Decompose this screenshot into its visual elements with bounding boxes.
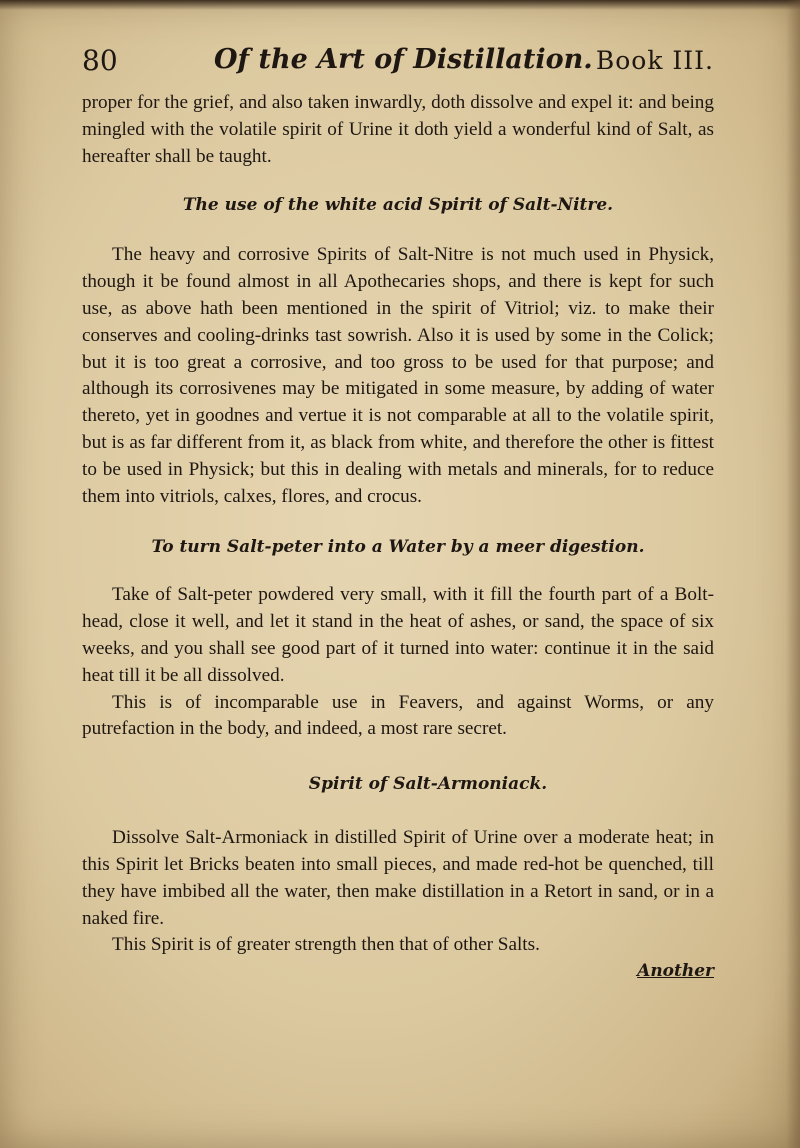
paragraph-salt-armoniack: Dissolve Salt-Armoniack in distilled Spirit of Urine over a moderate heat; in this Spirit let Bricks beaten into small pieces, and made red-hot be quenched, till they have imbibed all the water, then make distillation in a Retort in sand, or in a naked fire. (82, 827, 714, 929)
catchword: Another (637, 961, 714, 982)
catchword-line (82, 959, 714, 989)
paragraph-salt-peter: Take of Salt-peter powdered very small, with it fill the fourth part of a Bolt-head, close it well, and let it stand in the heat of ashes, or sand, the space of six weeks, and you shall see good part of it turned into water: continue it in the said heat till it be all dissolved. (82, 584, 714, 686)
paragraph-strength: This Spirit is of greater strength then that of other Salts. (112, 934, 540, 956)
page-top-shadow (0, 0, 800, 10)
section-heading-salt-nitre: The use of the white acid Spirit of Salt-Nitre. (182, 195, 614, 216)
running-title: Of the Art of Distillation. (214, 44, 593, 75)
page-content (82, 42, 714, 989)
section-heading-salt-armoniack: Spirit of Salt-Armoniack. (308, 774, 548, 795)
page-number: 80 (82, 44, 118, 77)
section-heading-salt-peter: To turn Salt-peter into a Water by a meer digestion. (151, 537, 645, 558)
running-header (82, 42, 714, 86)
paragraph-salt-nitre: The heavy and corrosive Spirits of Salt-Nitre is not much used in Physick, though it be found almost in all Apothecaries shops, and there is kept for such use, as above hath been mentioned in the spirit of Vitriol; viz. to make their conserves and cooling-drinks tast sowrish. Also it is used by some in the Colick; but it is too great a corrosive, and too gross to be used for that purpose; and although its corrosivenes may be mitigated in some measure, by adding of water thereto, yet in goodnes and vertue it is not comparable at all to the volatile spirit, but is as far different from it, as black from white, and therefore the other is fittest to be used in Physick; but this in dealing with metals and minerals, for to reduce them into vitriols, calxes, flores, and crocus. (82, 244, 714, 507)
page-edge-shadow (786, 0, 800, 1148)
paragraph-feavers: This is of incomparable use in Feavers, and against Worms, or any putrefaction in the body, and indeed, a most rare secret. (82, 691, 714, 740)
intro-paragraph: proper for the grief, and also taken inwardly, doth dissolve and expel it: and being mingled with the volatile spirit of Urine it doth yield a wonderful kind of Salt, as hereafter shall be taught. (82, 92, 714, 167)
book-label: Book III. (595, 46, 714, 75)
